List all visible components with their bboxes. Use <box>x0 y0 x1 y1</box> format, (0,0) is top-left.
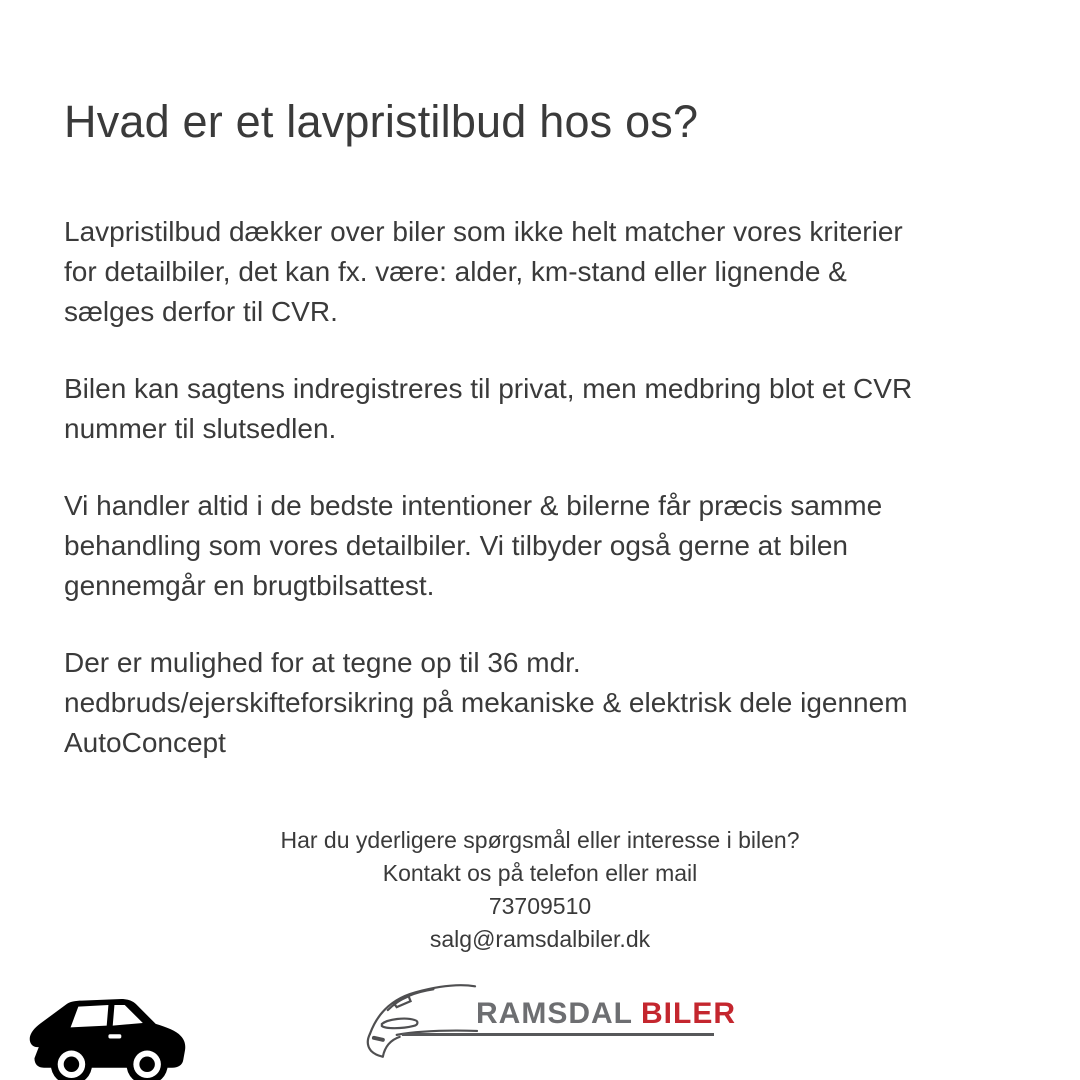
paragraph <box>64 369 1024 449</box>
logo-text <box>476 997 736 1031</box>
paragraph-line: gennemgår en brugtbilsattest. <box>64 570 435 601</box>
logo-brand-primary: RAMSDAL <box>476 997 633 1030</box>
dealer-logo <box>364 976 736 1066</box>
body-copy <box>64 212 1024 800</box>
contact-question: Har du yderligere spørgsmål eller interesse i bilen? <box>280 827 800 853</box>
paragraph-line: Vi handler altid i de bedste intentioner & bilerne får præcis samme <box>64 490 883 521</box>
paragraph-line: AutoConcept <box>64 727 226 758</box>
logo-underline <box>402 1033 714 1036</box>
car-sketch-icon <box>364 976 478 1064</box>
contact-instruction: Kontakt os på telefon eller mail <box>382 860 698 886</box>
page-title: Hvad er et lavpristilbud hos os? <box>64 96 699 147</box>
email-address: salg@ramsdalbiler.dk <box>429 926 651 952</box>
paragraph-line: sælges derfor til CVR. <box>64 296 338 327</box>
paragraph-line: nedbruds/ejerskifteforsikring på mekaniske & elektrisk dele igennem <box>64 687 908 718</box>
paragraph <box>64 212 1024 332</box>
paragraph-line: Lavpristilbud dækker over biler som ikke helt matcher vores kriterier <box>64 216 903 247</box>
logo-brand-secondary: BILER <box>641 997 736 1030</box>
paragraph-line: behandling som vores detailbiler. Vi tilbyder også gerne at bilen <box>64 530 848 561</box>
paragraph <box>64 643 1024 763</box>
contact-block <box>0 824 1080 956</box>
car-icon <box>25 992 197 1080</box>
phone-number: 73709510 <box>488 893 592 919</box>
paragraph-line: nummer til slutsedlen. <box>64 413 337 444</box>
paragraph <box>64 486 1024 606</box>
paragraph-line: for detailbiler, det kan fx. være: alder, km-stand eller lignende & <box>64 256 847 287</box>
paragraph-line: Bilen kan sagtens indregistreres til privat, men medbring blot et CVR <box>64 373 913 404</box>
paragraph-line: Der er mulighed for at tegne op til 36 mdr. <box>64 647 581 678</box>
